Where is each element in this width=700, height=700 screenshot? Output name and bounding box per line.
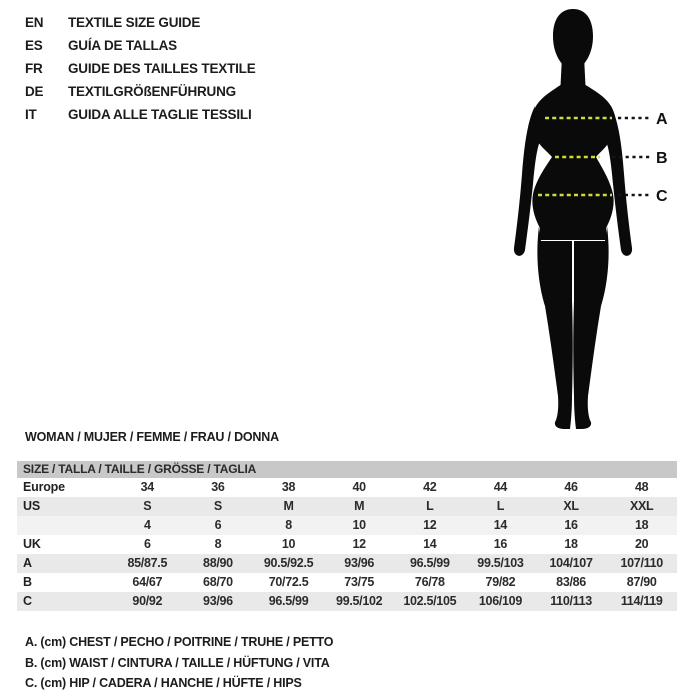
- size-value-cell: XXL: [629, 499, 654, 513]
- size-value-cell: 44: [493, 480, 508, 494]
- size-value-cell: 10: [281, 537, 296, 551]
- marker-label-c: C: [656, 188, 668, 205]
- size-value-cell: 93/96: [344, 556, 375, 570]
- lang-code: DE: [25, 84, 44, 99]
- size-value-cell: XL: [563, 499, 579, 513]
- lang-row-fr: [25, 57, 256, 80]
- size-value-cell: 18: [635, 518, 649, 532]
- size-value-cell: L: [426, 499, 434, 513]
- size-value-cell: 83/86: [556, 575, 586, 589]
- size-value-cell: 16: [564, 518, 578, 532]
- size-value-cell: 14: [493, 518, 508, 532]
- size-value-cell: 87/90: [626, 575, 657, 589]
- measurement-legend: [25, 632, 333, 694]
- lang-title: GUIDE DES TAILLES TEXTILE: [68, 61, 256, 76]
- size-table-row-us: [17, 497, 677, 516]
- size-value-cell: 6: [214, 518, 222, 532]
- lang-code: IT: [25, 107, 37, 122]
- size-value-cell: 90.5/92.5: [263, 556, 314, 570]
- silhouette-torso: [531, 84, 615, 240]
- size-value-cell: 14: [423, 537, 437, 551]
- size-value-cell: S: [213, 499, 222, 513]
- lang-row-es: [25, 34, 256, 57]
- size-value-cell: 6: [143, 537, 151, 551]
- size-table-row-europe: [17, 478, 677, 497]
- row-label: B: [23, 575, 32, 589]
- size-value-cell: 4: [143, 518, 151, 532]
- size-value-cell: 16: [493, 537, 508, 551]
- size-value-cell: 96.5/99: [268, 594, 309, 608]
- size-value-cell: 12: [352, 537, 366, 551]
- language-title-list: [25, 11, 256, 126]
- size-value-cell: 48: [635, 480, 649, 494]
- size-value-cell: 107/110: [620, 556, 663, 570]
- size-value-cell: 36: [211, 480, 225, 494]
- size-value-cell: 79/82: [485, 575, 516, 589]
- size-value-cell: 114/119: [620, 594, 663, 608]
- size-value-cell: 34: [140, 480, 154, 494]
- silhouette-left-leg: [537, 226, 572, 429]
- row-label: UK: [23, 537, 41, 551]
- size-value-cell: 106/109: [478, 594, 522, 608]
- lang-code: EN: [25, 15, 44, 30]
- size-value-cell: 8: [214, 537, 222, 551]
- size-value-cell: 76/78: [414, 575, 445, 589]
- size-value-cell: 10: [352, 518, 366, 532]
- size-value-cell: M: [283, 499, 294, 513]
- size-value-cell: S: [143, 499, 152, 513]
- size-value-cell: 110/113: [550, 594, 592, 608]
- size-value-cell: 85/87.5: [127, 556, 168, 570]
- size-value-cell: 46: [564, 480, 578, 494]
- legend-chest: A. (cm) CHEST / PECHO / POITRINE / TRUHE / PETTO: [25, 635, 334, 649]
- size-value-cell: 68/70: [203, 575, 233, 589]
- size-table-row-numeric: [17, 516, 677, 535]
- size-table-row-a: [17, 554, 677, 573]
- lang-row-en: [25, 11, 256, 34]
- size-value-cell: 38: [281, 480, 296, 494]
- size-value-cell: 96.5/99: [410, 556, 450, 570]
- size-value-cell: 102.5/105: [403, 594, 457, 608]
- lang-code: ES: [25, 38, 43, 53]
- size-value-cell: 40: [352, 480, 366, 494]
- size-value-cell: 90/92: [132, 594, 163, 608]
- size-value-cell: 42: [423, 480, 437, 494]
- size-table-body: [17, 478, 677, 611]
- row-label: Europe: [23, 480, 65, 494]
- legend-hip: C. (cm) HIP / CADERA / HANCHE / HÜFTE / HIPS: [25, 676, 302, 690]
- size-value-cell: 99.5/103: [477, 556, 524, 570]
- lang-row-it: [25, 103, 256, 126]
- size-value-cell: 20: [635, 537, 649, 551]
- size-value-cell: 73/75: [344, 575, 375, 589]
- lang-title: GUÍA DE TALLAS: [68, 38, 177, 53]
- lang-title: GUIDA ALLE TAGLIE TESSILI: [68, 107, 252, 122]
- size-table: [17, 461, 677, 611]
- woman-silhouette-figure: [460, 0, 700, 440]
- size-value-cell: 64/67: [132, 575, 163, 589]
- size-table-row-b: [17, 573, 677, 592]
- lang-row-de: [25, 80, 256, 103]
- row-label: A: [23, 556, 32, 570]
- silhouette-right-leg: [573, 226, 608, 429]
- size-value-cell: 12: [423, 518, 437, 532]
- size-table-row-c: [17, 592, 677, 611]
- lang-title: TEXTILGRÖßENFÜHRUNG: [68, 84, 236, 99]
- marker-label-a: A: [656, 111, 668, 128]
- lang-title: TEXTILE SIZE GUIDE: [68, 15, 201, 30]
- size-value-cell: M: [354, 499, 365, 513]
- size-value-cell: 8: [285, 518, 292, 532]
- gender-section-label: WOMAN / MUJER / FEMME / FRAU / DONNA: [25, 430, 279, 444]
- size-table-row-uk: [17, 535, 677, 554]
- size-value-cell: 70/72.5: [268, 575, 309, 589]
- silhouette-shape: [514, 9, 632, 429]
- size-value-cell: 99.5/102: [336, 594, 383, 608]
- size-value-cell: 93/96: [203, 594, 233, 608]
- legend-waist: B. (cm) WAIST / CINTURA / TAILLE / HÜFTUNG / VITA: [25, 655, 330, 670]
- row-label: C: [23, 594, 32, 608]
- size-value-cell: L: [496, 499, 505, 513]
- marker-label-b: B: [656, 150, 668, 167]
- row-label: US: [23, 499, 40, 513]
- size-value-cell: 88/90: [203, 556, 233, 570]
- size-value-cell: 18: [564, 537, 578, 551]
- row-label: [17, 516, 112, 535]
- lang-code: FR: [25, 61, 43, 76]
- size-value-cell: 104/107: [549, 556, 593, 570]
- size-table-header: SIZE / TALLA / TAILLE / GRÖSSE / TAGLIA: [17, 461, 677, 478]
